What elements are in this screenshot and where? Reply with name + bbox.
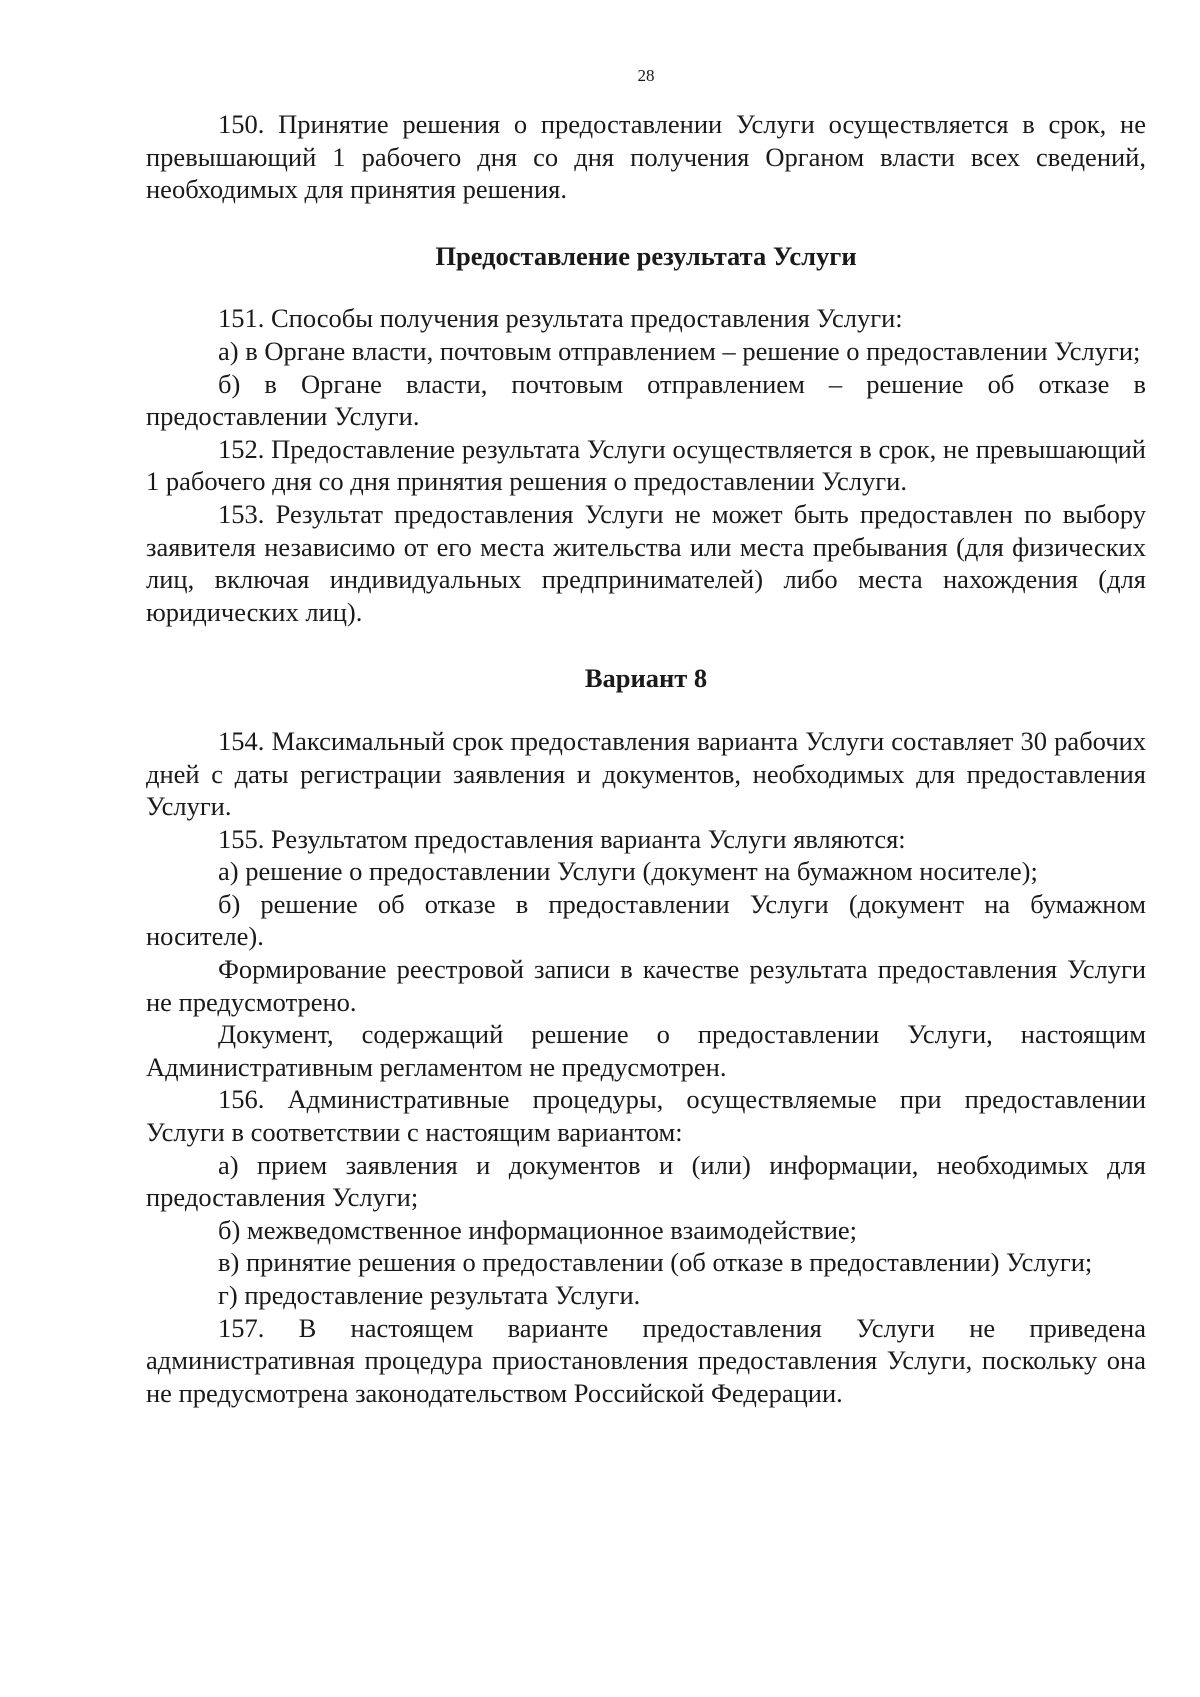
paragraph-decision-document: Документ, содержащий решение о предоставлении Услуги, настоящим Административным регламентом не предусмотрен. — [146, 1019, 1146, 1082]
paragraph-151: 151. Способы получения результата предоставления Услуги: — [218, 303, 903, 334]
section-heading-result: Предоставление результата Услуги — [435, 240, 857, 271]
paragraph-156-a: а) прием заявления и документов и (или) информации, необходимых для предоставления Услуги; — [146, 1149, 1146, 1213]
paragraph-155-a: а) решение о предоставлении Услуги (документ на бумажном носителе); — [218, 856, 1038, 887]
paragraph-156-g: г) предоставление результата Услуги. — [218, 1280, 641, 1310]
paragraph-150: 150. Принятие решения о предоставлении Услуги осуществляется в срок, не превышающий 1 рабочего дня со дня получения Органом власти всех сведений, необходимых для принятия решения. — [146, 109, 1146, 205]
paragraph-registry-record: Формирование реестровой записи в качестве результата предоставления Услуги не предусмотрено. — [146, 954, 1146, 1017]
paragraph-156-v: в) принятие решения о предоставлении (об отказе в предоставлении) Услуги; — [218, 1247, 1093, 1278]
paragraph-155: 155. Результатом предоставления варианта Услуги являются: — [218, 823, 906, 854]
paragraph-154: 154. Максимальный срок предоставления варианта Услуги составляет 30 рабочих дней с даты регистрации заявления и документов, необходимых для предоставления Услуги. — [146, 725, 1146, 822]
paragraph-156-b: б) межведомственное информационное взаимодействие; — [218, 1214, 858, 1245]
paragraph-151-a: а) в Органе власти, почтовым отправлением – решение о предоставлении Услуги; — [218, 335, 1141, 366]
section-heading-variant: Вариант 8 — [584, 663, 708, 694]
paragraph-156: 156. Административные процедуры, осуществляемые при предоставлении Услуги в соответствии с настоящим вариантом: — [146, 1084, 1146, 1148]
page-number: 28 — [637, 66, 655, 85]
paragraph-152: 152. Предоставление результата Услуги осуществляется в срок, не превышающий 1 рабочего дня со дня принятия решения о предоставлении Услуги. — [146, 433, 1146, 497]
paragraph-157: 157. В настоящем варианте предоставления Услуги не приведена административная процедура приостановления предоставления Услуги, поскольку она не предусмотрена законодательством Российской Федерации. — [146, 1312, 1146, 1408]
paragraph-151-b: б) в Органе власти, почтовым отправлением – решение об отказе в предоставлении Услуги. — [146, 368, 1146, 432]
paragraph-153: 153. Результат предоставления Услуги не может быть предоставлен по выбору заявителя независимо от его места жительства или места пребывания (для физических лиц, включая индивидуальных предпринимателей) либо места нахождения (для юридических лиц). — [146, 498, 1146, 627]
document-page — [146, 66, 1146, 1409]
paragraph-155-b: б) решение об отказе в предоставлении Услуги (документ на бумажном носителе). — [146, 888, 1146, 952]
